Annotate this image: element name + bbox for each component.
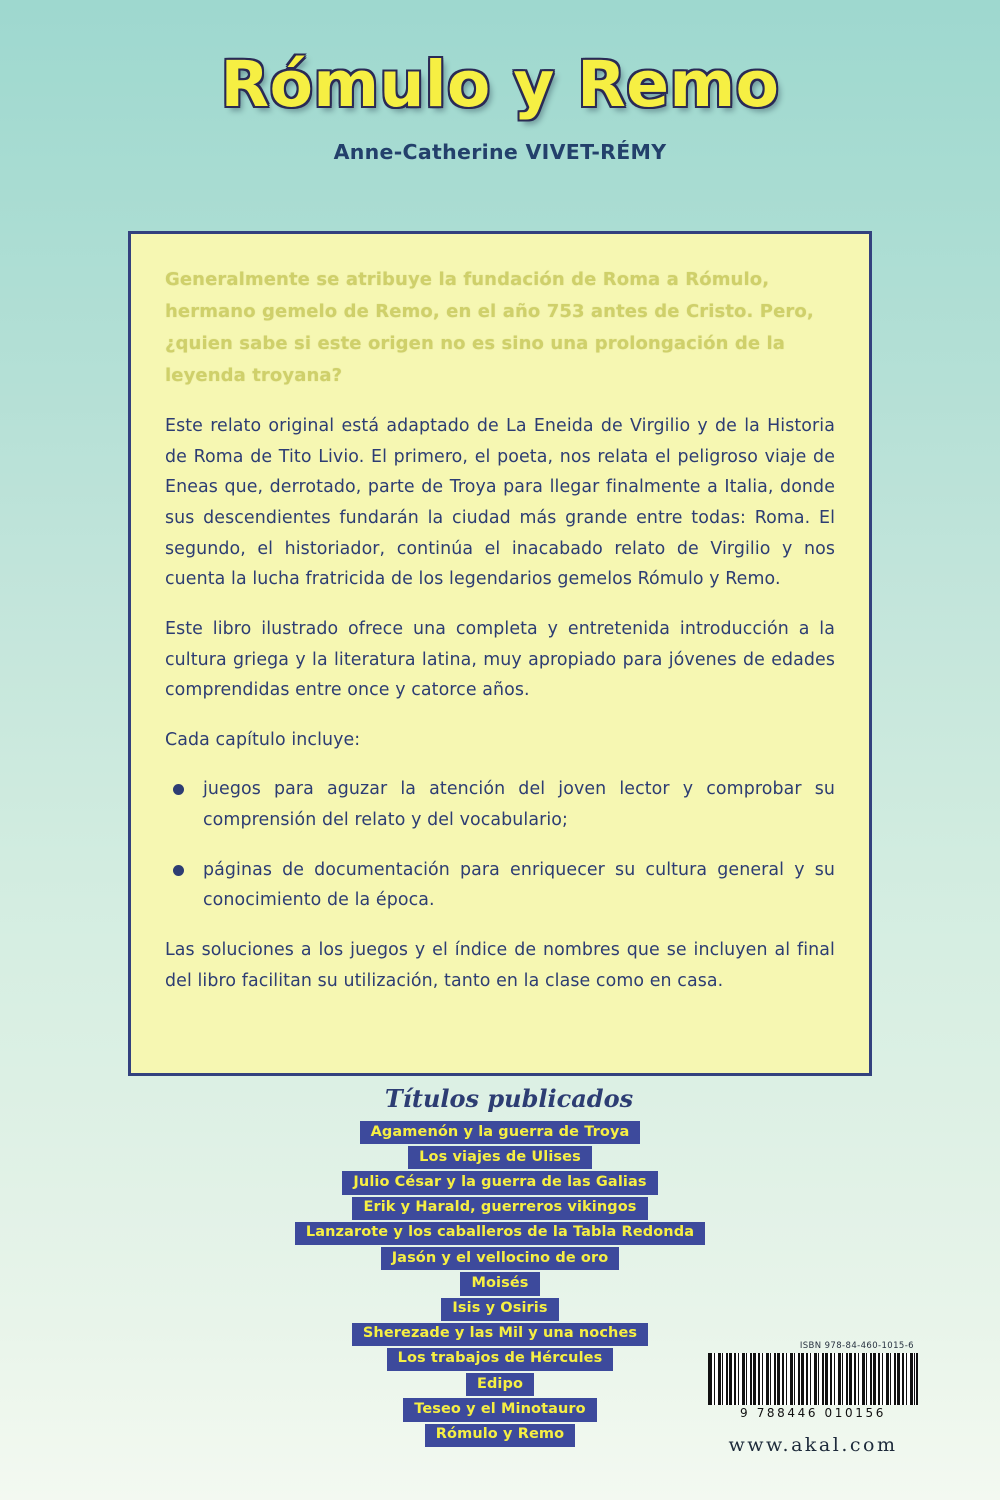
publisher-website: www.akal.com — [728, 1434, 898, 1456]
blurb-panel — [128, 231, 872, 1076]
blurb-bullet-2-text: páginas de documentación para enriquecer su cultura general y su conocimiento de la época. — [203, 859, 835, 911]
bullet-dot-icon — [173, 784, 184, 795]
list-item: Teseo y el Minotauro — [403, 1398, 596, 1421]
list-item: Lanzarote y los caballeros de la Tabla Redonda — [295, 1222, 705, 1245]
list-item: Julio César y la guerra de las Galias — [342, 1171, 657, 1194]
list-item: Sherezade y las Mil y una noches — [352, 1323, 648, 1346]
blurb-lead: Generalmente se atribuye la fundación de Roma a Rómulo, hermano gemelo de Remo, en el año 753 antes de Cristo. Pero, ¿quien sabe si este origen no es sino una prolongación de la leyenda troyana? — [165, 269, 814, 387]
blurb-paragraph-2: Este libro ilustrado ofrece una completa y entretenida introducción a la cultura griega y la literatura latina, muy apropiado para jóvenes de edades comprendidas entre once y catorce años. — [165, 618, 835, 701]
bullet-dot-icon — [173, 865, 184, 876]
list-item: Jasón y el vellocino de oro — [381, 1247, 620, 1270]
list-item: Agamenón y la guerra de Troya — [360, 1121, 641, 1144]
blurb-paragraph-3: Cada capítulo incluye: — [165, 729, 361, 750]
list-item: Los viajes de Ulises — [408, 1146, 592, 1169]
blurb-bullet-1-text: juegos para aguzar la atención del joven lector y comprobar su comprensión del relato y del vocabulario; — [203, 779, 835, 830]
list-item: Edipo — [466, 1373, 534, 1396]
blurb-bullet-1 — [165, 774, 835, 835]
blurb-paragraph-4: Las soluciones a los juegos y el índice de nombres que se incluyen al final del libro facilitan su utilización, tanto en la clase como en casa. — [165, 939, 835, 991]
list-item: Los trabajos de Hércules — [387, 1348, 614, 1371]
page-title: Rómulo y Remo — [220, 48, 780, 121]
title-block — [0, 48, 1000, 165]
blurb-bullet-2 — [165, 855, 835, 916]
list-item: Rómulo y Remo — [425, 1424, 575, 1447]
blurb-paragraph-1: Este relato original está adaptado de La Eneida de Virgilio y de la Historia de Roma de Tito Livio. El primero, el poeta, nos relata el peligroso viaje de Eneas que, derrotado, parte de Troya para llegar finalmente a Italia, donde sus descendientes fundarán la ciudad más grande entre todas: Roma. El segundo, el historiador, continúa el inacabado relato de Virgilio y nos cuenta la lucha fratricida de los legendarios gemelos Rómulo y Remo. — [165, 416, 835, 590]
barcode-icon — [708, 1353, 918, 1405]
barcode-block — [708, 1341, 918, 1456]
author-name: Anne-Catherine VIVET-RÉMY — [333, 140, 667, 165]
published-titles-heading: Títulos publicados — [384, 1084, 634, 1113]
isbn-text: ISBN 978-84-460-1015-6 — [799, 1341, 914, 1351]
barcode-number: 9 788446 010156 — [740, 1406, 886, 1420]
list-item: Erik y Harald, guerreros vikingos — [352, 1197, 647, 1220]
list-item: Moisés — [460, 1272, 539, 1295]
list-item: Isis y Osiris — [441, 1298, 558, 1321]
